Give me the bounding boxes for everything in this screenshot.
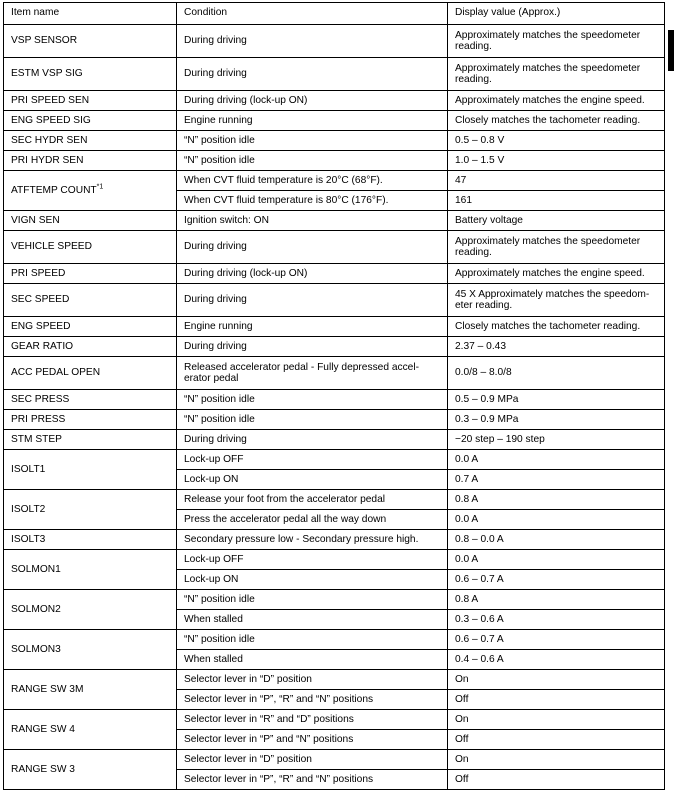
condition-cell: “N” position idle: [177, 390, 448, 410]
table-row: [4, 264, 665, 284]
item-name-cell: [4, 131, 177, 151]
condition-cell: When CVT fluid temperature is 80°C (176°F).: [177, 191, 448, 211]
item-name: ACC PEDAL OPEN: [11, 367, 101, 379]
item-name-cell: [4, 337, 177, 357]
item-name-cell: [4, 710, 177, 750]
item-name: ATFTEMP COUNT: [11, 184, 97, 196]
item-name-cell: [4, 211, 177, 231]
item-name: STM STEP: [11, 433, 62, 445]
item-name-cell: [4, 58, 177, 91]
condition-cell: During driving (lock-up ON): [177, 91, 448, 111]
item-name: ISOLT3: [11, 533, 46, 545]
condition-cell: “N” position idle: [177, 410, 448, 430]
display-value-cell: Approximately matches the speedometer reading.: [448, 25, 665, 58]
display-value-cell: 0.3 – 0.6 A: [448, 610, 665, 630]
condition-cell: Lock-up OFF: [177, 550, 448, 570]
condition-cell: Released accelerator pedal - Fully depressed accel- erator pedal: [177, 357, 448, 390]
item-name-cell: [4, 430, 177, 450]
item-name: SOLMON3: [11, 643, 61, 655]
condition-cell: During driving: [177, 25, 448, 58]
item-name: SOLMON1: [11, 563, 61, 575]
display-value-cell: Closely matches the tachometer reading.: [448, 111, 665, 131]
item-name: SEC SPEED: [11, 294, 70, 306]
item-name: ENG SPEED: [11, 320, 71, 332]
table-row: [4, 357, 665, 390]
table-body: [4, 25, 665, 790]
condition-cell: Selector lever in “P”, “R” and “N” positions: [177, 690, 448, 710]
item-name-cell: [4, 410, 177, 430]
item-name: RANGE SW 3M: [11, 683, 84, 695]
table-row: [4, 211, 665, 231]
table-row: [4, 550, 665, 570]
header-condition: Condition: [177, 3, 448, 25]
item-name-cell: [4, 530, 177, 550]
condition-cell: “N” position idle: [177, 630, 448, 650]
header-row: [4, 3, 665, 25]
item-name: PRI PRESS: [11, 413, 66, 425]
condition-cell: Engine running: [177, 317, 448, 337]
display-value-cell: Approximately matches the speedometer reading.: [448, 58, 665, 91]
condition-cell: During driving: [177, 337, 448, 357]
item-name: VEHICLE SPEED: [11, 241, 92, 253]
item-name: VIGN SEN: [11, 214, 60, 226]
item-name-cell: [4, 25, 177, 58]
condition-cell: When CVT fluid temperature is 20°C (68°F).: [177, 171, 448, 191]
item-name-cell: [4, 264, 177, 284]
item-name-cell: [4, 111, 177, 131]
condition-cell: Selector lever in “P” and “N” positions: [177, 730, 448, 750]
item-name-cell: [4, 91, 177, 111]
table-row: [4, 590, 665, 610]
condition-cell: Selector lever in “D” position: [177, 750, 448, 770]
item-name-cell: [4, 450, 177, 490]
item-name: ISOLT2: [11, 503, 46, 515]
item-name-cell: [4, 317, 177, 337]
display-value-cell: 45 X Approximately matches the speedom- eter reading.: [448, 284, 665, 317]
condition-cell: During driving: [177, 58, 448, 91]
condition-cell: When stalled: [177, 650, 448, 670]
table-row: [4, 284, 665, 317]
condition-cell: Lock-up ON: [177, 570, 448, 590]
display-value-cell: 0.4 – 0.6 A: [448, 650, 665, 670]
display-value-cell: On: [448, 670, 665, 690]
table-row: [4, 750, 665, 770]
display-value-cell: 0.0 A: [448, 550, 665, 570]
item-name: PRI SPEED: [11, 267, 66, 279]
display-value-cell: 0.8 – 0.0 A: [448, 530, 665, 550]
item-name: ENG SPEED SIG: [11, 114, 91, 126]
item-name: SOLMON2: [11, 603, 61, 615]
display-value-cell: 161: [448, 191, 665, 211]
consult-data-monitor-table: [3, 2, 665, 790]
table-row: [4, 410, 665, 430]
table-row: [4, 670, 665, 690]
condition-cell: During driving: [177, 430, 448, 450]
header-item-name: Item name: [4, 3, 177, 25]
table-row: [4, 710, 665, 730]
item-name-cell: [4, 670, 177, 710]
condition-cell: “N” position idle: [177, 151, 448, 171]
table-row: [4, 171, 665, 191]
table-row: [4, 530, 665, 550]
item-name-cell: [4, 284, 177, 317]
display-value-cell: Approximately matches the engine speed.: [448, 91, 665, 111]
display-value-cell: Off: [448, 770, 665, 790]
condition-cell: Release your foot from the accelerator pedal: [177, 490, 448, 510]
item-name: PRI HYDR SEN: [11, 154, 84, 166]
display-value-cell: 2.37 – 0.43: [448, 337, 665, 357]
display-value-cell: 0.0/8 – 8.0/8: [448, 357, 665, 390]
item-name-cell: [4, 590, 177, 630]
condition-cell: When stalled: [177, 610, 448, 630]
display-value-cell: 1.0 – 1.5 V: [448, 151, 665, 171]
item-name: ESTM VSP SIG: [11, 68, 83, 80]
header-display-value: Display value (Approx.): [448, 3, 665, 25]
table-row: [4, 490, 665, 510]
table-row: [4, 450, 665, 470]
condition-cell: Lock-up OFF: [177, 450, 448, 470]
footnote-marker: *1: [96, 183, 104, 191]
table-row: [4, 91, 665, 111]
table-row: [4, 630, 665, 650]
item-name: GEAR RATIO: [11, 340, 74, 352]
table-row: [4, 25, 665, 58]
condition-cell: Engine running: [177, 111, 448, 131]
table-row: [4, 111, 665, 131]
table-row: [4, 151, 665, 171]
display-value-cell: 0.7 A: [448, 470, 665, 490]
display-value-cell: 0.3 – 0.9 MPa: [448, 410, 665, 430]
item-name: SEC PRESS: [11, 393, 70, 405]
display-value-cell: 0.8 A: [448, 490, 665, 510]
item-name: SEC HYDR SEN: [11, 134, 88, 146]
section-side-tab: [668, 30, 674, 71]
item-name-cell: [4, 750, 177, 790]
display-value-cell: Closely matches the tachometer reading.: [448, 317, 665, 337]
item-name: PRI SPEED SEN: [11, 94, 90, 106]
item-name: RANGE SW 4: [11, 723, 75, 735]
table-row: [4, 317, 665, 337]
condition-cell: During driving (lock-up ON): [177, 264, 448, 284]
display-value-cell: On: [448, 710, 665, 730]
display-value-cell: 0.5 – 0.9 MPa: [448, 390, 665, 410]
table-row: [4, 131, 665, 151]
condition-cell: Selector lever in “P”, “R” and “N” positions: [177, 770, 448, 790]
condition-cell: Selector lever in “R” and “D” positions: [177, 710, 448, 730]
table-row: [4, 58, 665, 91]
display-value-cell: 47: [448, 171, 665, 191]
condition-cell: During driving: [177, 284, 448, 317]
condition-cell: “N” position idle: [177, 131, 448, 151]
display-value-cell: Off: [448, 730, 665, 750]
item-name-cell: [4, 171, 177, 211]
display-value-cell: −20 step – 190 step: [448, 430, 665, 450]
display-value-cell: Approximately matches the engine speed.: [448, 264, 665, 284]
condition-cell: Press the accelerator pedal all the way down: [177, 510, 448, 530]
item-name: ISOLT1: [11, 463, 46, 475]
table-row: [4, 337, 665, 357]
condition-cell: Selector lever in “D” position: [177, 670, 448, 690]
condition-cell: “N” position idle: [177, 590, 448, 610]
item-name-cell: [4, 390, 177, 410]
condition-cell: Lock-up ON: [177, 470, 448, 490]
display-value-cell: Approximately matches the speedometer reading.: [448, 231, 665, 264]
condition-cell: Ignition switch: ON: [177, 211, 448, 231]
display-value-cell: 0.6 – 0.7 A: [448, 570, 665, 590]
display-value-cell: On: [448, 750, 665, 770]
display-value-cell: 0.6 – 0.7 A: [448, 630, 665, 650]
display-value-cell: 0.0 A: [448, 510, 665, 530]
display-value-cell: 0.5 – 0.8 V: [448, 131, 665, 151]
item-name-cell: [4, 357, 177, 390]
item-name: VSP SENSOR: [11, 35, 78, 47]
display-value-cell: 0.8 A: [448, 590, 665, 610]
table-row: [4, 390, 665, 410]
item-name-cell: [4, 550, 177, 590]
condition-cell: During driving: [177, 231, 448, 264]
table-row: [4, 231, 665, 264]
condition-cell: Secondary pressure low - Secondary pressure high.: [177, 530, 448, 550]
item-name-cell: [4, 490, 177, 530]
display-value-cell: 0.0 A: [448, 450, 665, 470]
item-name-cell: [4, 630, 177, 670]
display-value-cell: Off: [448, 690, 665, 710]
display-value-cell: Battery voltage: [448, 211, 665, 231]
item-name-cell: [4, 231, 177, 264]
item-name: RANGE SW 3: [11, 763, 75, 775]
table-header: [4, 3, 665, 25]
table-row: [4, 430, 665, 450]
item-name-cell: [4, 151, 177, 171]
